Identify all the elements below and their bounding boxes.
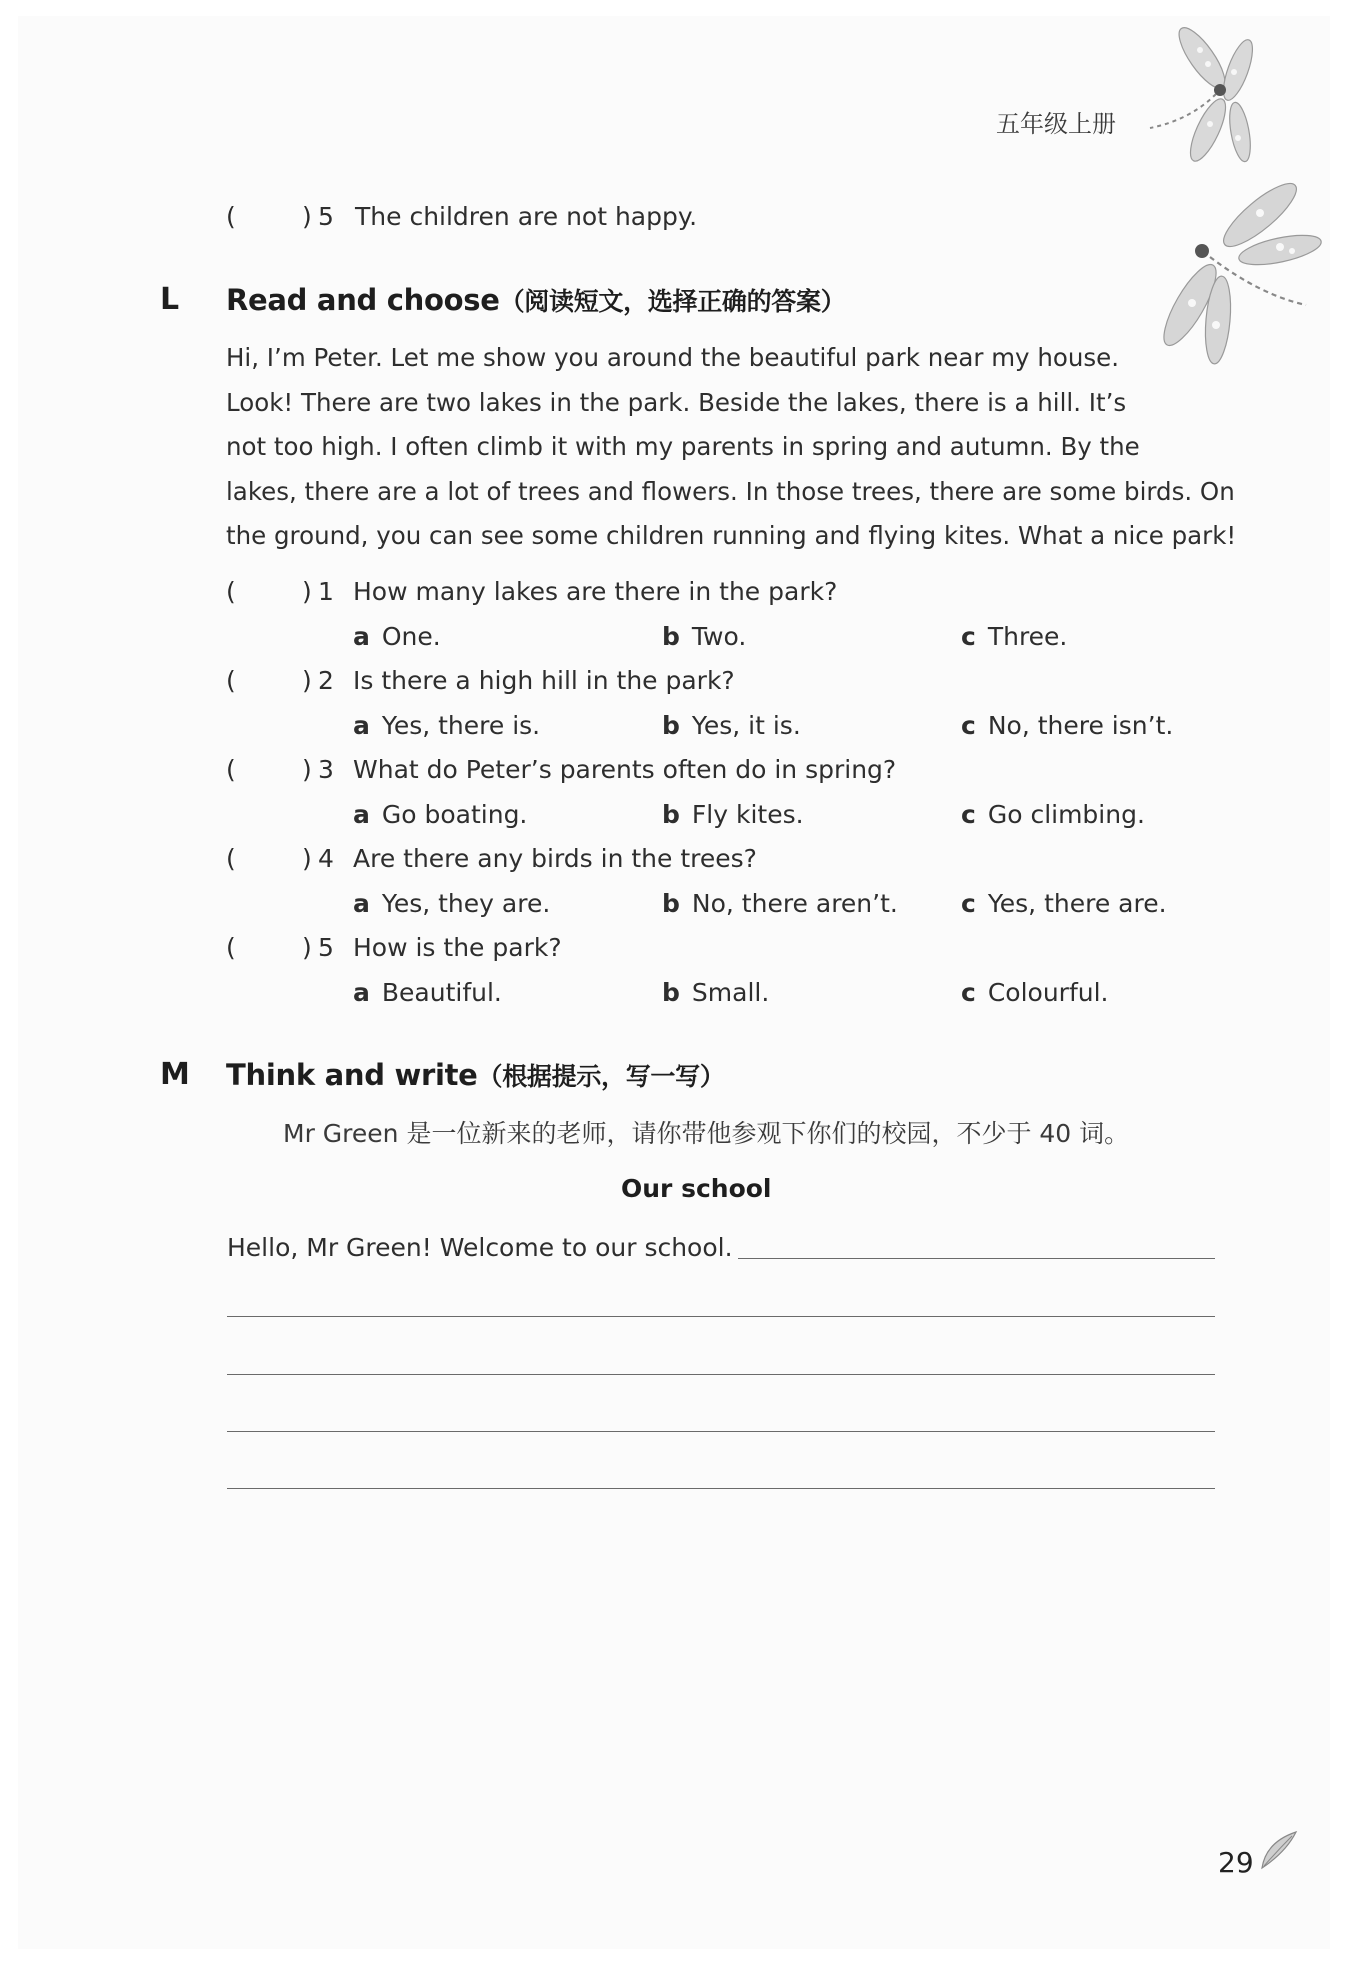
answer-paren-open: ( <box>226 933 236 962</box>
option-a <box>353 711 540 740</box>
option-text: Fly kites. <box>691 800 804 829</box>
answer-paren-open: ( <box>226 666 236 695</box>
option-text: No, there isn’t. <box>987 711 1174 740</box>
answer-paren-open: ( <box>226 844 236 873</box>
option-text: Yes, they are. <box>381 889 551 918</box>
option-c <box>961 800 1145 829</box>
option-c <box>961 711 1173 740</box>
option-text: Beautiful. <box>381 978 502 1007</box>
option-c <box>961 889 1167 918</box>
section-subtitle: （根据提示，写一写） <box>477 1062 725 1091</box>
leaf-icon <box>1256 1828 1302 1874</box>
option-text: Yes, it is. <box>691 711 801 740</box>
writing-line[interactable] <box>227 1374 1215 1375</box>
option-letter: a <box>353 800 370 829</box>
passage-line: not too high. I often climb it with my parents in spring and autumn. By the <box>226 432 1140 461</box>
option-b <box>662 978 769 1007</box>
dragonfly-icon <box>1130 20 1270 170</box>
option-letter: b <box>662 800 680 829</box>
answer-paren-close: ) <box>302 844 312 873</box>
option-c <box>961 978 1108 1007</box>
passage-line: the ground, you can see some children running and flying kites. What a nice park! <box>226 521 1237 550</box>
option-letter: c <box>961 711 976 740</box>
option-text: Go boating. <box>381 800 528 829</box>
section-letter: M <box>160 1057 190 1092</box>
option-a <box>353 622 441 651</box>
passage-line: Look! There are two lakes in the park. Beside the lakes, there is a hill. It’s <box>226 387 1127 417</box>
option-letter: a <box>353 978 370 1007</box>
writing-line[interactable] <box>227 1316 1215 1317</box>
section-title <box>226 1057 725 1093</box>
essay-opening: Hello, Mr Green! Welcome to our school. <box>227 1233 733 1262</box>
option-text: Three. <box>987 622 1068 651</box>
section-letter: L <box>160 282 180 317</box>
answer-paren-open: ( <box>226 577 236 606</box>
section-subtitle: （阅读短文，选择正确的答案） <box>499 287 846 316</box>
option-letter: b <box>662 978 680 1007</box>
question-number: 3 <box>318 755 334 784</box>
question-text: Is there a high hill in the park? <box>353 666 735 695</box>
option-text: Colourful. <box>987 978 1109 1007</box>
option-b <box>662 622 746 651</box>
question-number: 4 <box>318 844 334 873</box>
writing-line[interactable] <box>227 1431 1215 1432</box>
option-text: One. <box>381 622 441 651</box>
question-number: 1 <box>318 577 334 606</box>
passage-line: Hi, I’m Peter. Let me show you around the beautiful park near my house. <box>226 343 1120 372</box>
option-a <box>353 978 502 1007</box>
option-b <box>662 711 801 740</box>
essay-title: Our school <box>621 1174 772 1203</box>
option-letter: b <box>662 889 680 918</box>
option-a <box>353 800 527 829</box>
question-number: 2 <box>318 666 334 695</box>
option-letter: a <box>353 889 370 918</box>
grade-label: 五年级上册 <box>996 110 1116 138</box>
writing-prompt: Mr Green 是一位新来的老师，请你带他参观下你们的校园，不少于 40 词。 <box>283 1119 1130 1148</box>
question-number: 5 <box>318 933 334 962</box>
option-c <box>961 622 1067 651</box>
passage-line: lakes, there are a lot of trees and flowers. In those trees, there are some birds. On <box>226 476 1235 506</box>
question-text: The children are not happy. <box>355 202 698 231</box>
question-text: What do Peter’s parents often do in spring? <box>353 755 897 784</box>
option-b <box>662 889 898 918</box>
section-title <box>226 282 845 318</box>
question-text: How many lakes are there in the park? <box>353 577 838 606</box>
option-letter: c <box>961 889 976 918</box>
page-number: 29 <box>1218 1846 1254 1879</box>
option-text: No, there aren’t. <box>691 889 898 918</box>
option-text: Two. <box>691 622 747 651</box>
section-title-text: Read and choose <box>226 283 500 317</box>
option-letter: c <box>961 622 976 651</box>
question-text: How is the park? <box>353 933 562 962</box>
option-letter: c <box>961 978 976 1007</box>
answer-paren-close: ) <box>302 577 312 606</box>
writing-line[interactable] <box>738 1258 1215 1259</box>
option-letter: a <box>353 622 370 651</box>
answer-paren-open: ( <box>226 202 236 231</box>
option-b <box>662 800 804 829</box>
writing-line[interactable] <box>227 1488 1215 1489</box>
question-number: 5 <box>318 202 334 231</box>
answer-paren-close: ) <box>302 755 312 784</box>
option-text: Small. <box>691 978 770 1007</box>
answer-paren-open: ( <box>226 755 236 784</box>
answer-paren-close: ) <box>302 666 312 695</box>
option-text: Go climbing. <box>987 800 1145 829</box>
option-letter: c <box>961 800 976 829</box>
option-letter: a <box>353 711 370 740</box>
answer-paren-close: ) <box>302 202 312 231</box>
section-title-text: Think and write <box>226 1058 478 1092</box>
answer-paren-close: ) <box>302 933 312 962</box>
question-text: Are there any birds in the trees? <box>353 844 757 873</box>
reading-passage <box>226 336 1237 559</box>
option-letter: b <box>662 711 680 740</box>
option-letter: b <box>662 622 680 651</box>
option-text: Yes, there are. <box>987 889 1167 918</box>
option-a <box>353 889 550 918</box>
option-text: Yes, there is. <box>381 711 541 740</box>
